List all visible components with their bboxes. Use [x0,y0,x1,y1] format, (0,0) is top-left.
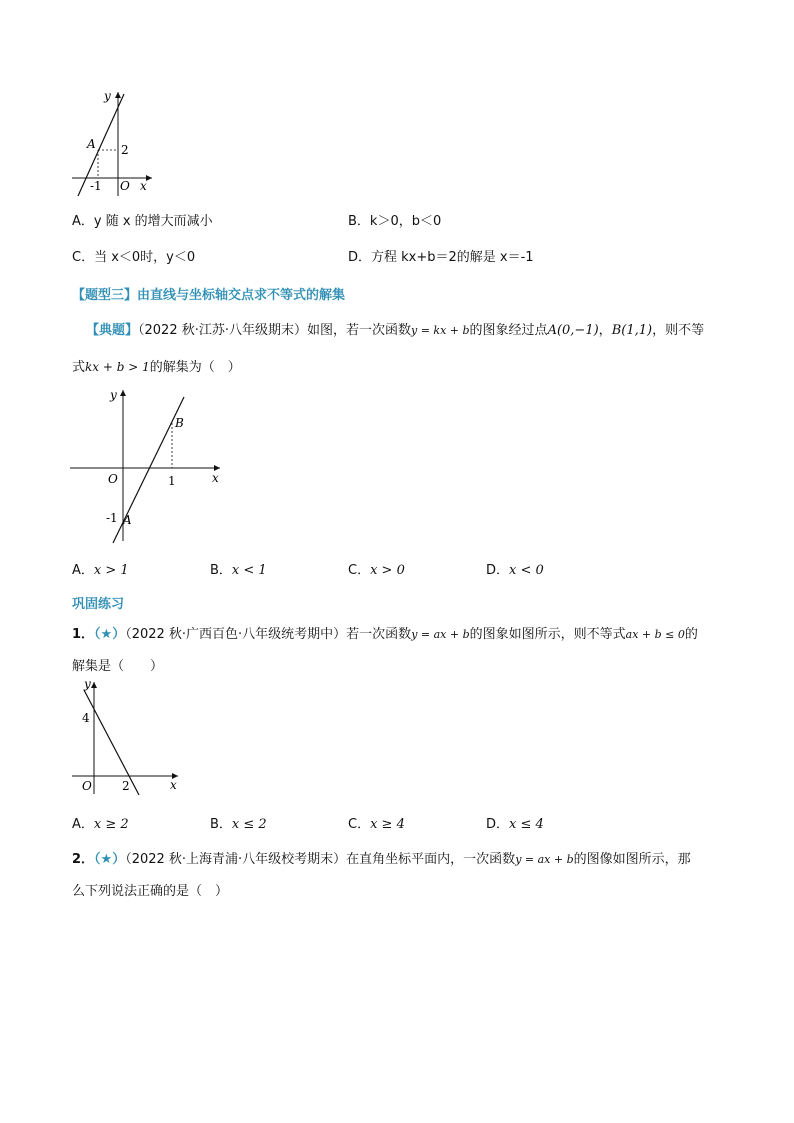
inequality-expr: kx + b > 1 [85,360,150,374]
option-c-label: C． [348,817,371,832]
q1-inequality: ax + b ≤ 0 [625,628,685,641]
tick-2-label: 2 [121,143,129,157]
option-c-value: x ≥ 4 [370,817,405,832]
option-d-label: D． [486,817,510,832]
tick-4-label: 4 [82,711,90,725]
graph-q1 [68,676,188,798]
point-a-label: A [87,137,96,151]
q1-func: y = ax + b [411,628,470,641]
option-c-label: C． [348,563,371,578]
option-b-label: B． [210,563,232,578]
option-b-label: B． [210,817,232,832]
q2-line2: 么下列说法正确的是（ ） [72,884,229,899]
axis-x-label: x [140,179,147,193]
q1-text-post: 的 [684,627,698,642]
q1-line1 [72,623,698,642]
tick-1-label: 1 [168,474,176,488]
axis-y-label: y [84,677,91,691]
option-b-value: x ≤ 2 [231,817,267,832]
point-a-label: A [123,513,132,527]
practice-heading: 巩固练习 [72,597,125,612]
q2-number: 2． [72,852,95,867]
axis-x-label: x [212,471,219,485]
option-a: A．y 随 x 的增大而减小 [72,214,213,229]
option-a-label: A． [72,563,94,578]
typical-tail: ，则不等 [652,323,705,338]
typical-tag: 【典题】 [86,323,139,338]
q2-text-pre: （2022 秋·上海青浦·八年级校考期末）在直角坐标平面内，一次函数 [125,852,516,867]
point-b-label: B [175,416,184,430]
option-b [210,559,267,578]
typical-question-line1 [86,319,704,338]
graph-typical-question [68,385,228,545]
origin-label: O [82,779,92,793]
option-a-value: x > 1 [93,563,129,578]
typical-line2-pre: 式 [72,360,86,375]
option-d: D．方程 kx+b＝2的解是 x＝-1 [348,250,534,265]
option-d [486,559,544,578]
option-a [72,559,129,578]
axis-y-label: y [104,89,111,103]
q2-star: （★） [94,852,126,867]
graph-prev-question [68,86,158,198]
option-c: C．当 x＜0时，y＜0 [72,250,196,265]
section-heading: 【题型三】由直线与坐标轴交点求不等式的解集 [72,288,346,303]
q2-line1 [72,848,691,867]
typical-comma: ， [598,323,612,338]
tick-neg1-label: -1 [106,511,118,525]
q1-star: （★） [94,627,126,642]
option-d [486,813,544,832]
q1-line2: 解集是（ ） [72,659,164,674]
typical-question-line2 [72,356,241,375]
tick-2-label: 2 [122,779,130,793]
option-d-label: D． [486,563,510,578]
option-a-label: A． [72,817,94,832]
typical-line2-post: 的解集为（ ） [149,360,241,375]
axis-y-label: y [110,388,117,402]
option-a [72,813,129,832]
q1-text-mid: 的图象如图所示，则不等式 [469,627,626,642]
q1-number: 1． [72,627,95,642]
func-expr: y = kx + b [411,324,470,337]
option-c [348,559,405,578]
point-b-coord: B(1,1) [611,323,653,338]
option-b: B．k＞0，b＜0 [348,214,442,229]
option-b-value: x < 1 [231,563,267,578]
option-a-value: x ≥ 2 [93,817,129,832]
typical-source: （2022 秋·江苏·八年级期末）如图，若一次函数 [138,323,411,338]
option-c [348,813,405,832]
axis-x-label: x [170,778,177,792]
q2-func: y = ax + b [515,853,574,866]
option-b [210,813,267,832]
option-c-value: x > 0 [370,563,405,578]
origin-label: O [108,472,118,486]
origin-label: O [120,179,130,193]
tick-neg1-label: -1 [90,179,102,193]
option-d-value: x ≤ 4 [509,817,544,832]
option-d-value: x < 0 [509,563,544,578]
point-a-coord: A(0,−1) [547,323,599,338]
q2-text-post: 的图像如图所示，那 [573,852,691,867]
typical-mid: 的图象经过点 [469,323,548,338]
q1-text-pre: （2022 秋·广西百色·八年级统考期中）若一次函数 [125,627,412,642]
